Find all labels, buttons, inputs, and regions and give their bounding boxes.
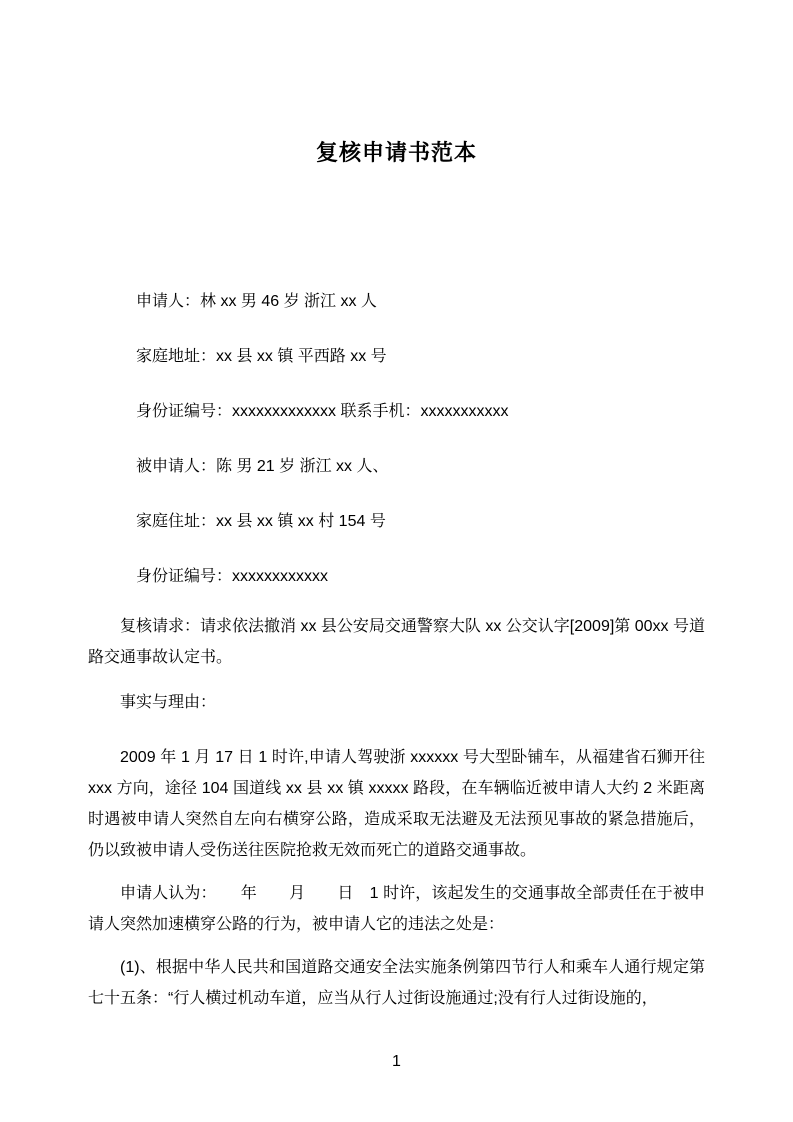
review-request-paragraph: 复核请求：请求依法撤消 xx 县公安局交通警察大队 xx 公交认字[2009]第 00xx 号道路交通事故认定书。	[88, 618, 705, 666]
accident-description-paragraph: 2009 年 1 月 17 日 1 时许,申请人驾驶浙 xxxxxx 号大型卧铺车，从福建省石狮开往 xxx 方向，途径 104 国道线 xx 县 xx 镇 xxxxx 路段，在车辆临近被申请人大约 2 米距离时遇被申请人突然自左向右横穿公路，造成采取无法避及无法预见事故的紧急措施后，仍以致被申请人受伤送往医院抢救无效而死亡的道路交通事故。	[88, 749, 705, 859]
document-title: 复核申请书范本	[315, 140, 477, 165]
applicant-id-phone-line: 身份证编号：xxxxxxxxxxxxx 联系手机：xxxxxxxxxxx	[136, 403, 509, 420]
facts-and-reasons-heading: 事实与理由：	[120, 694, 217, 711]
applicant-line: 申请人：林 xx 男 46 岁 浙江 xx 人	[136, 293, 377, 310]
legal-point-1-paragraph: (1)、根据中华人民共和国道路交通安全法实施条例第四节行人和乘车人通行规定第七十五条：“行人横过机动车道，应当从行人过街设施通过;没有行人过街设施的，	[88, 959, 705, 1007]
respondent-line: 被申请人：陈 男 21 岁 浙江 xx 人、	[136, 458, 389, 475]
respondent-id-line: 身份证编号：xxxxxxxxxxxx	[136, 568, 329, 585]
applicant-address-line: 家庭地址：xx 县 xx 镇 平西路 xx 号	[136, 348, 387, 365]
applicant-opinion-paragraph: 申请人认为： 年 月 日 1 时许，该起发生的交通事故全部责任在于被申请人突然加速横穿公路的行为，被申请人它的违法之处是：	[88, 885, 705, 933]
page-number: 1	[392, 1053, 401, 1070]
respondent-address-line: 家庭住址：xx 县 xx 镇 xx 村 154 号	[136, 513, 386, 530]
